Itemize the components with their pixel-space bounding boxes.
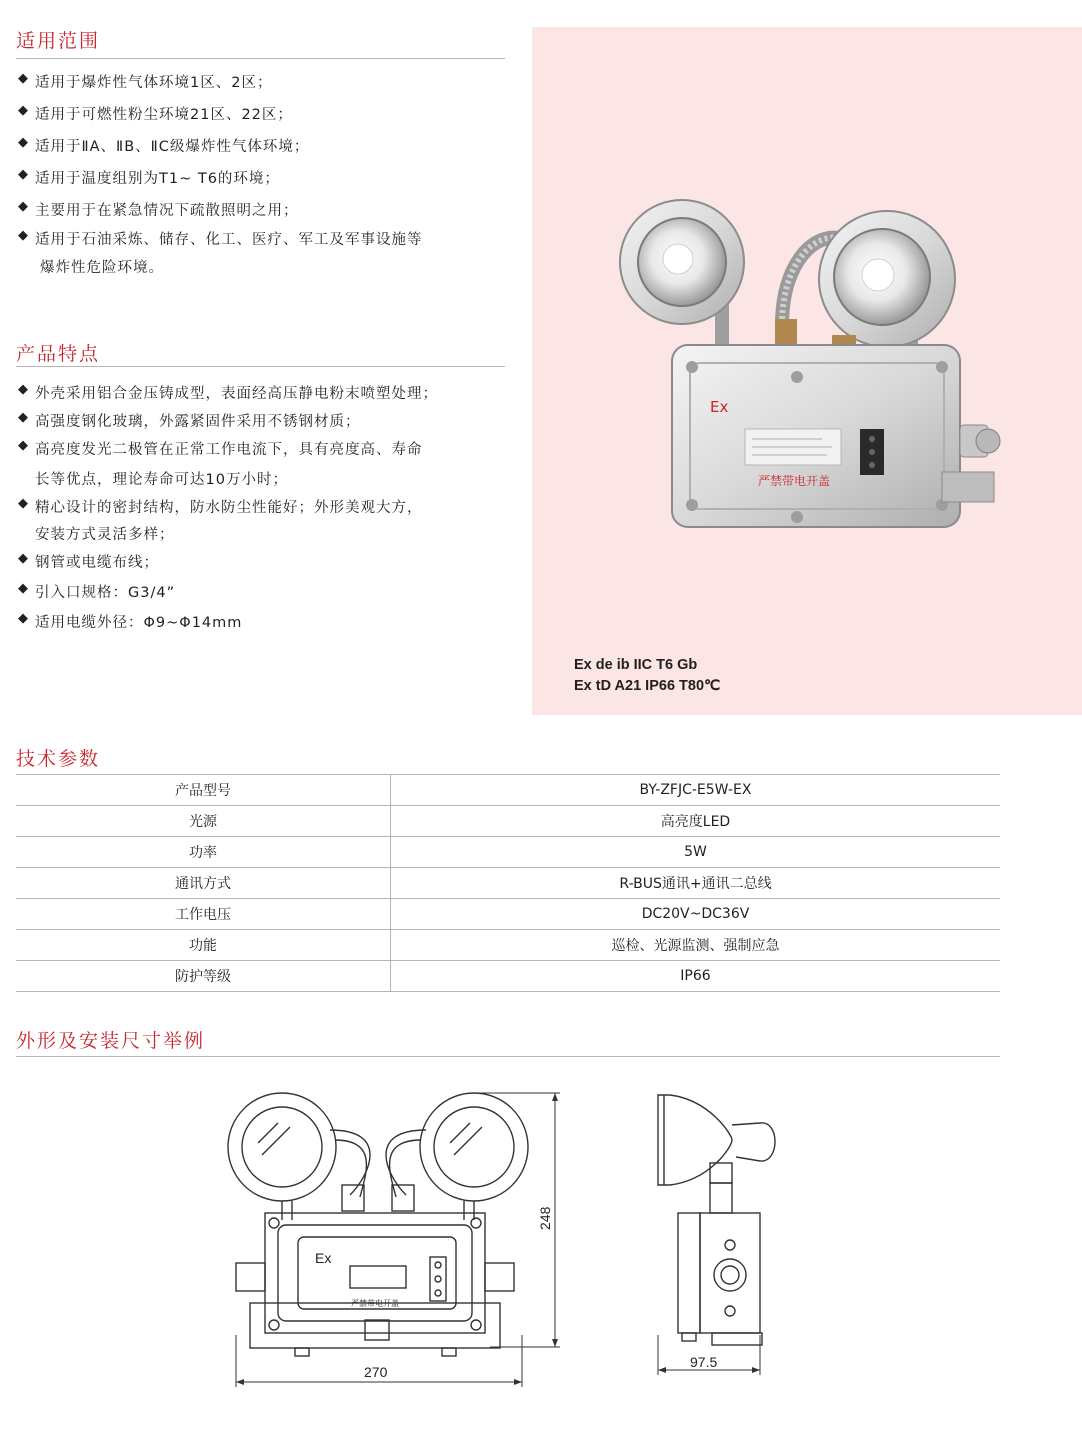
list-item: ◆ 钢管或电缆布线； (18, 551, 242, 581)
section-title-scope: 适用范围 (16, 30, 101, 52)
features-list-3 (18, 551, 242, 641)
table-row (16, 775, 1000, 806)
table-row (16, 868, 1000, 899)
spec-key: 防护等级 (16, 961, 391, 992)
spec-value: IP66 (391, 961, 1001, 992)
list-item-continued: 爆炸性危险环境。 (40, 260, 164, 276)
spec-value: 5W (391, 837, 1001, 868)
spec-table (16, 774, 1000, 992)
spec-key: 功能 (16, 930, 391, 961)
divider (16, 1056, 1000, 1057)
features-list (18, 382, 438, 466)
list-item: ◆ 外壳采用铝合金压铸成型，表面经高压静电粉末喷塑处理； (18, 382, 438, 410)
features-list-2 (18, 496, 423, 524)
emergency-light-photo (532, 27, 1082, 715)
spec-value: DC20V~DC36V (391, 899, 1001, 930)
spec-key: 工作电压 (16, 899, 391, 930)
list-item-continued: 长等优点，理论寿命可达10万小时； (35, 472, 288, 488)
list-item: ◆ 适用于石油采炼、储存、化工、医疗、军工及军事设施等 (18, 228, 423, 257)
dimension-width: 270 (364, 1364, 388, 1380)
product-photo-panel (532, 27, 1082, 715)
list-item: ◆ 适用于可燃性粉尘环境21区、22区； (18, 103, 423, 135)
table-row (16, 961, 1000, 992)
cert-line-2: Ex tD A21 IP66 T80℃ (574, 678, 721, 694)
cert-line-1: Ex de ib IIC T6 Gb (574, 657, 698, 673)
list-item: ◆ 适用于温度组别为T1~ T6的环境； (18, 167, 423, 199)
list-item-continued: 安装方式灵活多样； (35, 527, 175, 543)
table-row (16, 837, 1000, 868)
drawing-ex-mark: Ex (315, 1250, 332, 1266)
section-title-specs: 技术参数 (16, 748, 101, 770)
list-item: ◆ 高强度钢化玻璃，外露紧固件采用不锈钢材质； (18, 410, 438, 438)
spec-value: BY-ZFJC-E5W-EX (391, 775, 1001, 806)
table-row (16, 930, 1000, 961)
dimension-height: 248 (537, 1206, 553, 1230)
list-item: ◆ 适用于爆炸性气体环境1区、2区； (18, 71, 423, 103)
spec-value: 高亮度LED (391, 806, 1001, 837)
section-title-features: 产品特点 (16, 343, 101, 365)
spec-key: 光源 (16, 806, 391, 837)
divider (16, 366, 505, 367)
list-item: ◆ 引入口规格：G3/4” (18, 581, 242, 611)
side-view-drawing (640, 1085, 800, 1385)
section-title-dimensions: 外形及安装尺寸举例 (16, 1030, 206, 1052)
divider (16, 58, 505, 59)
list-item: ◆ 主要用于在紧急情况下疏散照明之用； (18, 199, 423, 228)
front-view-drawing (220, 1085, 600, 1395)
spec-key: 功率 (16, 837, 391, 868)
dimension-depth: 97.5 (690, 1354, 718, 1370)
spec-key: 产品型号 (16, 775, 391, 806)
table-row (16, 899, 1000, 930)
list-item: ◆ 高亮度发光二极管在正常工作电流下，具有亮度高、寿命 (18, 438, 438, 466)
list-item: ◆ 精心设计的密封结构，防水防尘性能好；外形美观大方， (18, 496, 423, 524)
list-item: ◆ 适用电缆外径：Φ9~Φ14mm (18, 611, 242, 641)
warning-label: 严禁带电开盖 (758, 474, 831, 488)
spec-key: 通讯方式 (16, 868, 391, 899)
scope-list (18, 71, 423, 257)
drawing-warning-label: 严禁带电开盖 (351, 1299, 399, 1308)
spec-value: R-BUS通讯+通讯二总线 (391, 868, 1001, 899)
table-row (16, 806, 1000, 837)
list-item: ◆ 适用于ⅡA、ⅡB、ⅡC级爆炸性气体环境； (18, 135, 423, 167)
spec-value: 巡检、光源监测、强制应急 (391, 930, 1001, 961)
ex-mark: Ex (710, 398, 729, 416)
